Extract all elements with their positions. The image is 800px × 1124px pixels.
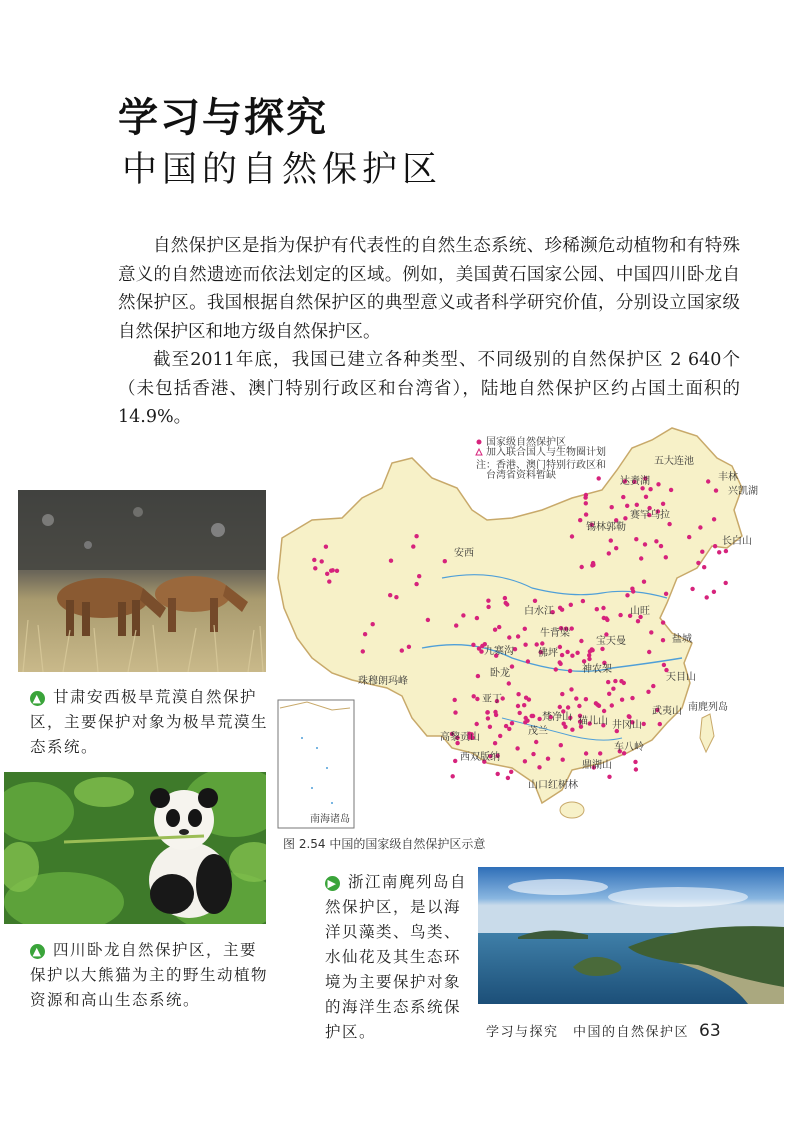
reserve-dot: [476, 674, 480, 678]
reserve-dot: [471, 643, 475, 647]
label-maolan: 茂兰: [528, 726, 548, 737]
reserve-dot: [493, 710, 497, 714]
horses-photo: [18, 490, 266, 672]
reserve-dot: [475, 697, 479, 701]
reserve-dot: [509, 770, 513, 774]
reserve-dot: [712, 590, 716, 594]
reserve-dot: [591, 561, 595, 565]
reserve-dot: [534, 740, 538, 744]
reserve-dot: [635, 503, 639, 507]
reserve-dot: [605, 618, 609, 622]
reserve-dot: [636, 619, 640, 623]
reserve-dot: [515, 746, 519, 750]
label-yading: 亚丁: [482, 694, 502, 705]
reserve-dot: [531, 752, 535, 756]
reserve-dot: [601, 606, 605, 610]
reserve-dot: [570, 728, 574, 732]
reserve-dot: [584, 751, 588, 755]
reserve-dot: [669, 488, 673, 492]
reserve-dot: [497, 625, 501, 629]
reserve-dot: [633, 760, 637, 764]
reserve-dot: [569, 603, 573, 607]
reserve-dot: [598, 751, 602, 755]
reserve-dot: [570, 654, 574, 658]
reserve-dot: [630, 696, 634, 700]
reserve-dot: [570, 534, 574, 538]
reserve-dot: [524, 716, 528, 720]
reserve-dot: [361, 649, 365, 653]
section-subtitle: 中国的自然保护区: [122, 150, 443, 190]
reserve-dot: [595, 607, 599, 611]
label-xingkaihu: 兴凯湖: [728, 486, 758, 497]
reserve-dot: [661, 620, 665, 624]
page-footer: [486, 1021, 721, 1041]
reserve-dot: [610, 505, 614, 509]
reserve-dot: [475, 616, 479, 620]
reserve-dot: [312, 558, 316, 562]
reserve-dot: [493, 741, 497, 745]
reserve-dot: [687, 535, 691, 539]
reserve-dot: [619, 679, 623, 683]
reserve-dot: [524, 696, 528, 700]
reserve-dot: [595, 703, 599, 707]
reserve-dot: [570, 626, 574, 630]
reserve-dot: [453, 698, 457, 702]
reserve-dot: [461, 613, 465, 617]
reserve-dot: [705, 595, 709, 599]
reserve-dot: [611, 687, 615, 691]
reserve-dot: [661, 502, 665, 506]
reserve-dot: [712, 517, 716, 521]
reserve-dot: [606, 680, 610, 684]
reserve-dot: [329, 569, 333, 573]
reserve-dot: [639, 556, 643, 560]
label-nanjiliedao: 南麂列岛: [688, 702, 728, 713]
label-changbaishan: 长白山: [722, 536, 752, 547]
label-shankouhongshulin: 山口红树林: [528, 780, 578, 791]
reserve-dot: [724, 581, 728, 585]
reserve-dot: [700, 550, 704, 554]
reserve-dot: [630, 587, 634, 591]
label-dinghushan: 鼎湖山: [582, 760, 612, 771]
label-shennongjia: 神农架: [582, 664, 612, 675]
reserve-dot: [510, 664, 514, 668]
reserve-dot: [664, 592, 668, 596]
label-wuyishan: 武夷山: [652, 706, 682, 717]
reserve-dot: [584, 512, 588, 516]
label-wolong: 卧龙: [490, 668, 510, 679]
horses-caption: ▲ 甘肃安西极旱荒漠自然保护区，主要保护对象为极旱荒漠生态系统。: [30, 688, 269, 756]
reserve-dot: [607, 775, 611, 779]
reserve-dot: [659, 544, 663, 548]
reserve-dot: [523, 759, 527, 763]
reserve-dot: [662, 663, 666, 667]
reserve-dot: [560, 653, 564, 657]
reserve-dot: [702, 565, 706, 569]
reserve-dot: [690, 587, 694, 591]
reserve-dot: [625, 593, 629, 597]
reserve-dot: [507, 727, 511, 731]
reserve-dot: [568, 669, 572, 673]
reserve-dot: [507, 635, 511, 639]
reserve-dot: [335, 569, 339, 573]
panda-caption: ▲ 四川卧龙自然保护区，主要保护以大熊猫为主的野生动植物资源和高山生态系统。: [30, 941, 269, 1009]
label-anxi: 安西: [454, 548, 474, 559]
reserve-dot: [602, 709, 606, 713]
reserve-dot: [313, 566, 317, 570]
reserve-dot: [526, 659, 530, 663]
reserve-dot: [327, 579, 331, 583]
label-gaoligongshan: 高黎贡山: [440, 732, 480, 743]
reserve-dot: [590, 647, 594, 651]
reserve-dot: [620, 698, 624, 702]
legend-note-1: 注：香港、澳门特别行政区和: [476, 460, 606, 471]
label-tianmushan: 天目山: [666, 672, 696, 683]
section-title: 学习与探究: [118, 95, 328, 141]
reserve-dot: [558, 606, 562, 610]
reserve-dot: [634, 767, 638, 771]
label-xilinguole: 锡林郭勒: [586, 522, 626, 533]
reserve-dot: [443, 559, 447, 563]
reserve-dot: [642, 580, 646, 584]
reserve-dot: [563, 725, 567, 729]
reserve-dot: [610, 703, 614, 707]
reserve-dot: [453, 759, 457, 763]
label-fanjingshan: 梵净山: [542, 712, 572, 723]
reserve-dot: [320, 559, 324, 563]
legend-note-2: 台湾省资料暂缺: [486, 470, 556, 481]
reserve-dot: [523, 643, 527, 647]
reserve-dot: [578, 518, 582, 522]
reserve-dot: [540, 641, 544, 645]
reserve-dot: [503, 596, 507, 600]
reserve-dot: [634, 537, 638, 541]
reserve-dot: [516, 634, 520, 638]
reserve-dot: [613, 679, 617, 683]
reserve-dot: [706, 479, 710, 483]
reserve-dot: [627, 714, 631, 718]
reserve-dot: [414, 534, 418, 538]
legend-national: 国家级自然保护区: [486, 437, 566, 448]
arrow-up-icon: ▲: [30, 691, 45, 706]
reserve-dot: [649, 630, 653, 634]
reserve-dot: [574, 696, 578, 700]
reserve-dot: [516, 704, 520, 708]
label-maoershan: 猫儿山: [578, 716, 608, 727]
reserve-dot: [537, 765, 541, 769]
reserve-dot: [560, 692, 564, 696]
label-zhumulangma: 珠穆朗玛峰: [358, 676, 408, 687]
reserve-dot: [664, 555, 668, 559]
reserve-dot: [581, 599, 585, 603]
label-wudalianchi: 五大连池: [654, 456, 694, 467]
reserve-dot: [597, 476, 601, 480]
reserve-dot: [654, 539, 658, 543]
map-legend: [476, 435, 606, 481]
reserve-dot: [618, 613, 622, 617]
reserve-dot: [451, 774, 455, 778]
reserve-dot: [523, 627, 527, 631]
reserve-dot: [614, 546, 618, 550]
label-yancheng: 盐城: [672, 634, 692, 645]
reserve-dot: [646, 690, 650, 694]
reserve-dot: [648, 487, 652, 491]
reserve-dot: [558, 705, 562, 709]
reserve-dot: [475, 722, 479, 726]
reserve-dot: [714, 488, 718, 492]
reserve-dot: [426, 618, 430, 622]
reserve-dot: [607, 692, 611, 696]
reserve-dot: [498, 734, 502, 738]
reserve-dot: [411, 544, 415, 548]
reserve-dot: [472, 694, 476, 698]
reserve-dot: [661, 638, 665, 642]
reserve-dot: [582, 659, 586, 663]
reserve-dot: [417, 574, 421, 578]
reserve-dot: [325, 572, 329, 576]
island-photo: [478, 867, 784, 1004]
reserve-dot: [388, 593, 392, 597]
arrow-up-icon: ▲: [30, 944, 45, 959]
reserve-dot: [486, 605, 490, 609]
reserve-dot: [600, 647, 604, 651]
reserve-dot: [493, 628, 497, 632]
reserve-dot: [713, 544, 717, 548]
label-dalaihu: 达赉湖: [620, 476, 650, 487]
reserve-dot: [507, 681, 511, 685]
reserve-dot: [506, 776, 510, 780]
reserve-dot: [558, 660, 562, 664]
reserve-dot: [486, 716, 490, 720]
reserve-dot: [389, 559, 393, 563]
footer-text: 学习与探究 中国的自然保护区: [486, 1025, 690, 1040]
reserve-dot: [584, 493, 588, 497]
label-fengling: 丰林: [718, 472, 738, 483]
reserve-dot: [565, 650, 569, 654]
reserve-dot: [561, 758, 565, 762]
reserve-dot: [658, 722, 662, 726]
panda-photo: [4, 772, 266, 924]
inset-label: 南海诸岛: [310, 814, 350, 825]
legend-unesco: 加入联合国人与生物圈计划: [486, 447, 606, 458]
island-caption: ▶ 浙江南麂列岛自然保护区，是以海洋贝藻类、鸟类、水仙花及其生态环境为主要保护对象的海洋生态系统保护区。: [325, 873, 468, 1041]
reserve-dot: [584, 697, 588, 701]
reserve-dot: [724, 549, 728, 553]
reserve-dot: [584, 501, 588, 505]
reserve-dot: [607, 551, 611, 555]
reserve-dot: [394, 595, 398, 599]
label-baishuijiang: 白水江: [524, 606, 554, 617]
reserve-dot: [407, 645, 411, 649]
reserve-dot: [530, 714, 534, 718]
label-niubeiliang: 牛背梁: [540, 628, 570, 639]
reserve-dot: [558, 645, 562, 649]
reserve-dot: [587, 657, 591, 661]
reserve-dot: [667, 522, 671, 526]
reserve-dot: [554, 667, 558, 671]
reserve-dot: [535, 642, 539, 646]
label-foping: 佛坪: [538, 648, 558, 659]
reserve-dot: [488, 725, 492, 729]
label-baotianman: 宝天曼: [596, 636, 626, 647]
reserve-dot: [400, 648, 404, 652]
reserve-dot: [559, 743, 563, 747]
reserve-dot: [516, 692, 520, 696]
reserve-dot: [717, 550, 721, 554]
reserve-dot: [477, 646, 481, 650]
china-reserves-map: [272, 418, 772, 834]
reserve-dot: [533, 599, 537, 603]
reserve-dot: [566, 705, 570, 709]
label-shanwang: 山旺: [630, 606, 650, 617]
south-china-sea-inset: [278, 700, 354, 828]
reserve-dot: [453, 710, 457, 714]
reserve-dot: [642, 722, 646, 726]
reserve-dot: [510, 721, 514, 725]
arrow-right-icon: ▶: [325, 876, 340, 891]
reserve-dot: [643, 542, 647, 546]
reserve-dot: [625, 504, 629, 508]
reserve-dot: [522, 703, 526, 707]
page-number: 63: [699, 1021, 721, 1041]
reserve-dot: [324, 545, 328, 549]
label-jiuzhaigou: 九寨沟: [484, 646, 514, 657]
reserve-dot: [577, 704, 581, 708]
reserve-dot: [696, 561, 700, 565]
reserve-dot: [371, 622, 375, 626]
reserve-dot: [414, 582, 418, 586]
reserve-dot: [518, 711, 522, 715]
reserve-dot: [621, 495, 625, 499]
reserve-dot: [363, 632, 367, 636]
body-paragraph-2: 截至2011年底，我国已建立各种类型、不同级别的自然保护区 2 640个（未包括香港、澳门特别行政区和台湾省），陆地自然保护区约占国土面积的14.9%。: [118, 350, 740, 427]
reserve-dot: [454, 623, 458, 627]
label-xishuangbanna: 西双版纳: [460, 752, 500, 763]
label-chebaling: 车八岭: [614, 742, 644, 753]
figure-caption: 图 2.54 中国的国家级自然保护区示意: [283, 837, 486, 851]
reserve-dot: [656, 482, 660, 486]
reserve-dot: [644, 495, 648, 499]
reserve-dot: [569, 687, 573, 691]
reserve-dot: [485, 710, 489, 714]
reserve-dot: [575, 651, 579, 655]
reserve-dot: [698, 525, 702, 529]
reserve-dot: [504, 601, 508, 605]
reserve-dot: [579, 639, 583, 643]
label-jinggangshan: 井冈山: [612, 720, 642, 731]
reserve-dot: [580, 565, 584, 569]
reserve-dot: [651, 684, 655, 688]
reserve-dot: [609, 538, 613, 542]
reserve-dot: [623, 516, 627, 520]
reserve-dot: [647, 650, 651, 654]
reserve-dot: [486, 599, 490, 603]
body-paragraph-1: 自然保护区是指为保护有代表性的自然生态系统、珍稀濒危动植物和有特殊意义的自然遗迹而依法划定的区域。例如，美国黄石国家公园、中国四川卧龙自然保护区。我国根据自然保护区的典型意义或者科学研究价值，分别设立国家级自然保护区和地方级自然保护区。: [118, 236, 740, 342]
reserve-dot: [496, 772, 500, 776]
label-saihanwula: 赛罕乌拉: [630, 510, 670, 521]
reserve-dot: [546, 757, 550, 761]
